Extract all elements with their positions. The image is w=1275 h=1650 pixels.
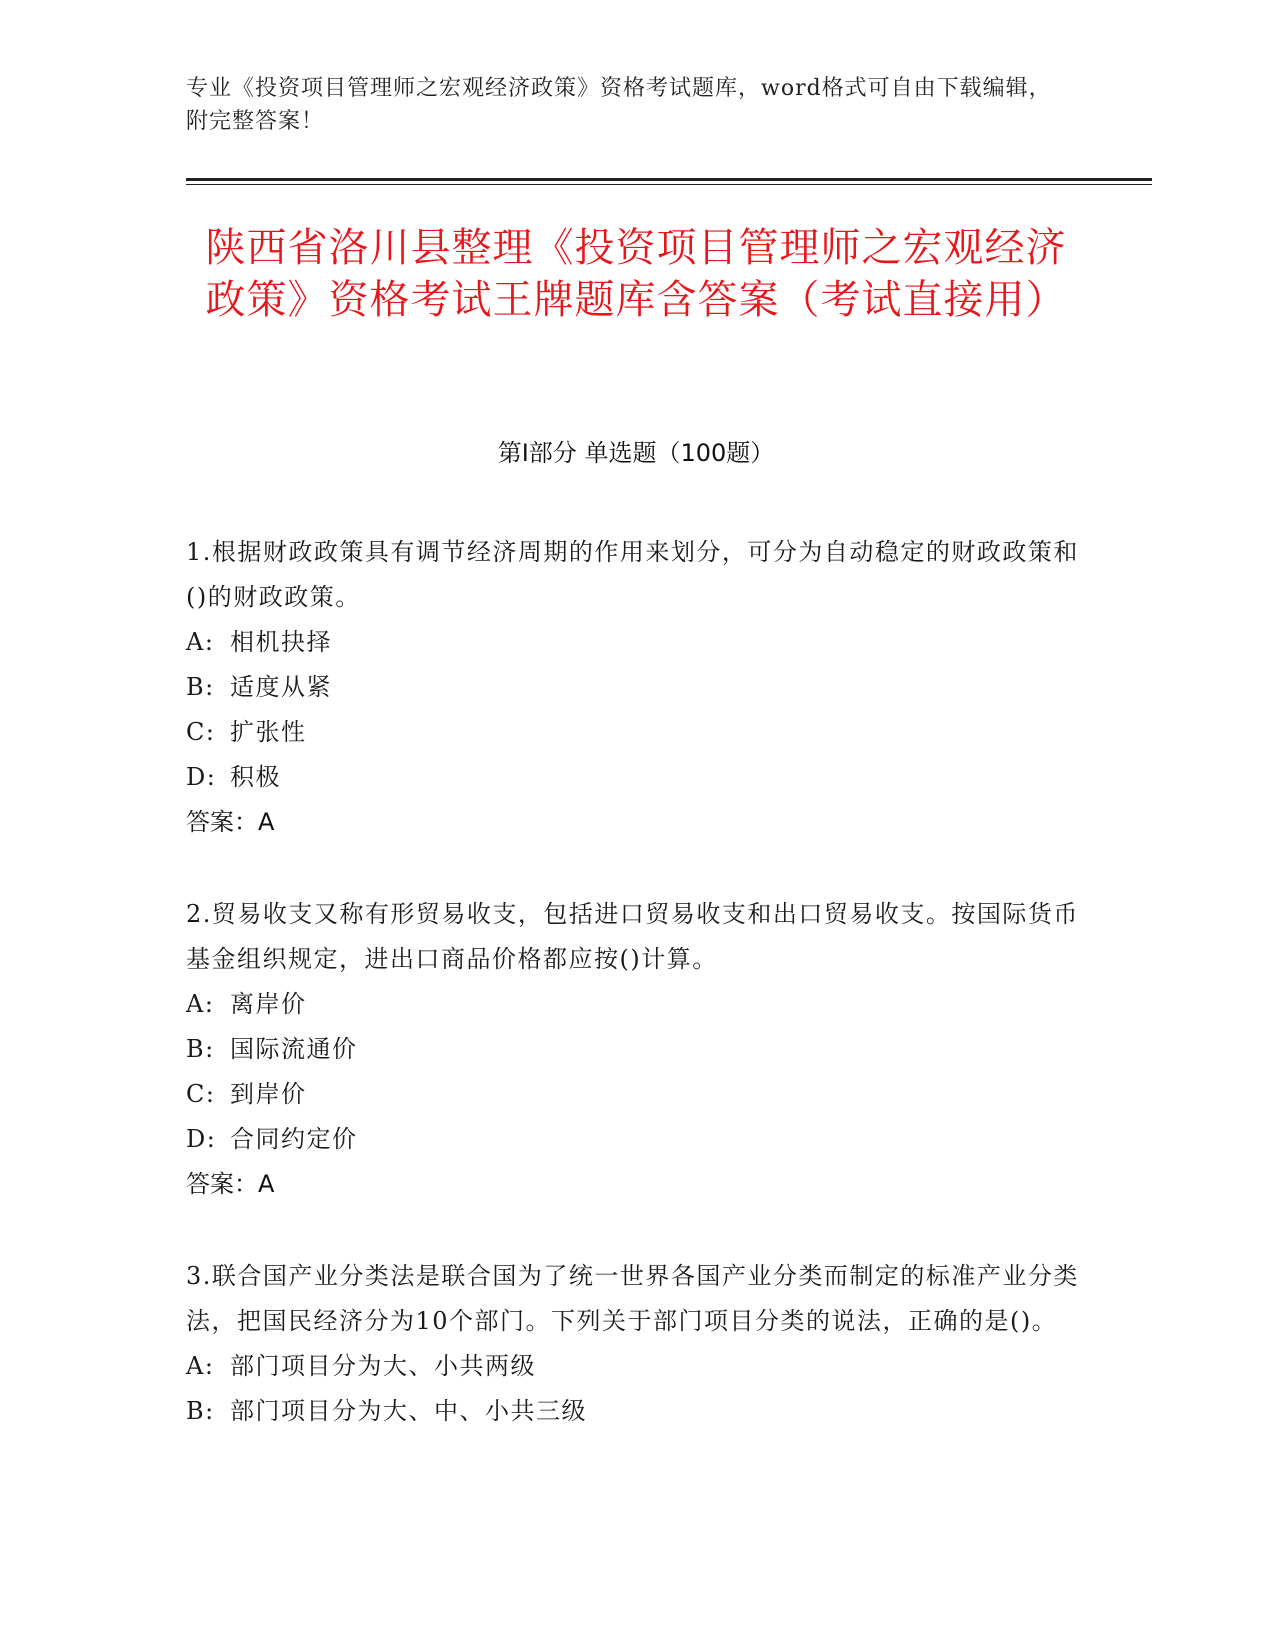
header-divider-thick [186, 178, 1152, 181]
option-b [186, 1027, 1086, 1072]
option-text: 适度从紧 [230, 673, 332, 701]
option-letter: A: [186, 990, 215, 1018]
option-a [186, 1344, 1086, 1389]
option-text: 部门项目分为大、中、小共三级 [230, 1397, 587, 1425]
option-text: 到岸价 [230, 1080, 307, 1108]
option-letter: C: [186, 718, 216, 746]
option-letter: A: [186, 1352, 215, 1380]
option-letter: D: [186, 763, 217, 791]
option-text: 离岸价 [230, 990, 307, 1018]
question-list [186, 530, 1086, 1481]
option-a [186, 620, 1086, 665]
option-text: 部门项目分为大、小共两级 [230, 1352, 536, 1380]
option-d [186, 755, 1086, 800]
question-stem: 2.贸易收支又称有形贸易收支，包括进口贸易收支和出口贸易收支。按国际货币基金组织规定，进出口商品价格都应按()计算。 [186, 900, 1079, 973]
option-text: 国际流通价 [230, 1035, 358, 1063]
question-item [186, 892, 1086, 1207]
option-text: 合同约定价 [230, 1125, 358, 1153]
option-text: 相机抉择 [230, 628, 332, 656]
option-c [186, 710, 1086, 755]
question-stem: 1.根据财政政策具有调节经济周期的作用来划分，可分为自动稳定的财政政策和()的财政政策。 [186, 538, 1079, 611]
answer-line: 答案：A [186, 1170, 275, 1198]
option-letter: C: [186, 1080, 216, 1108]
option-letter: B: [186, 1035, 215, 1063]
option-text: 扩张性 [230, 718, 307, 746]
option-letter: B: [186, 1397, 215, 1425]
section-heading: 第Ⅰ部分 单选题（100题） [497, 439, 775, 467]
option-letter: D: [186, 1125, 217, 1153]
header-note: 专业《投资项目管理师之宏观经济政策》资格考试题库，word格式可自由下载编辑，附完整答案！ [186, 76, 1052, 134]
header-divider-thin [186, 184, 1152, 185]
option-a [186, 982, 1086, 1027]
question-item [186, 530, 1086, 845]
option-b [186, 665, 1086, 710]
option-text: 积极 [230, 763, 281, 791]
document-title: 陕西省洛川县整理《投资项目管理师之宏观经济政策》资格考试王牌题库含答案（考试直接用） [205, 225, 1067, 323]
answer-line: 答案：A [186, 808, 275, 836]
question-stem: 3.联合国产业分类法是联合国为了统一世界各国产业分类而制定的标准产业分类法，把国民经济分为10个部门。下列关于部门项目分类的说法，正确的是()。 [186, 1262, 1079, 1335]
question-item [186, 1254, 1086, 1434]
option-c [186, 1072, 1086, 1117]
option-letter: A: [186, 628, 215, 656]
option-letter: B: [186, 673, 215, 701]
option-b [186, 1389, 1086, 1434]
option-d [186, 1117, 1086, 1162]
